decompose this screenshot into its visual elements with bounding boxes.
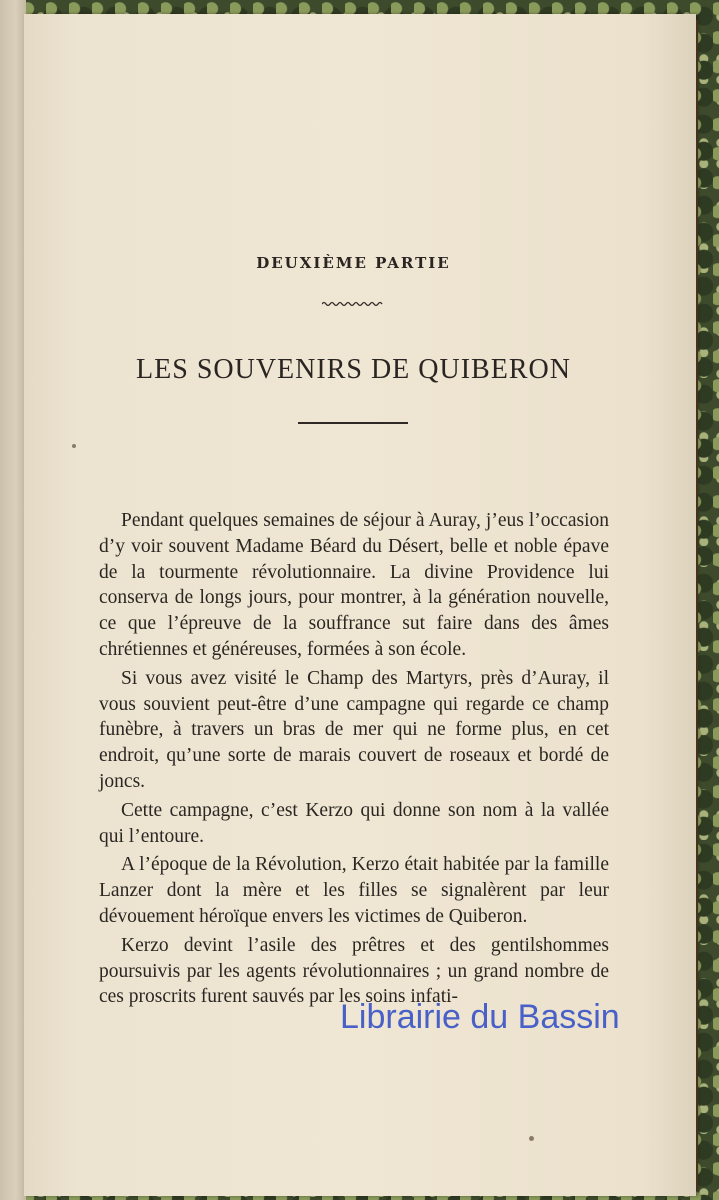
wavy-ornament (322, 301, 384, 307)
part-label: DEUXIÈME PARTIE (256, 254, 451, 272)
paragraph: Kerzo devint l’asile des prêtres et des gentilshommes poursuivis par les agents révolutionnaires ; un grand nombre de ces proscrits furent sauvés par les soins infati- (99, 934, 609, 1008)
previous-page-edge (0, 0, 26, 1200)
paragraph: Cette campagne, c’est Kerzo qui donne son nom à la vallée qui l’entoure. (99, 799, 609, 847)
watermark: Librairie du Bassin (340, 998, 620, 1036)
paragraph: Pendant quelques semaines de séjour à Auray, j’eus l’occasion d’y voir souvent Madame Béard du Désert, belle et noble épave de la tourmente révolutionnaire. La divine Providence lui conserva de longs jours, pour montrer, à la génération nouvelle, ce que l’épreuve de la souffrance sut faire dans des âmes chrétiennes et généreuses, formées à son école. (99, 510, 609, 660)
chapter-title: LES SOUVENIRS DE QUIBERON (136, 354, 571, 385)
title-rule (298, 422, 408, 424)
body-text (99, 508, 609, 1013)
paper-spot (529, 1136, 534, 1141)
paragraph: Si vous avez visité le Champ des Martyrs, près d’Auray, il vous souvient peut-être d’une campagne qui regarde ce champ funèbre, à travers un bras de mer qui ne forme plus, en cet endroit, qu’une sorte de marais couvert de roseaux et bordé de joncs. (99, 667, 609, 792)
paper-spot (72, 444, 76, 448)
paragraph: A l’époque de la Révolution, Kerzo était habitée par la famille Lanzer dont la mère et les filles se signalèrent par leur dévouement héroïque envers les victimes de Quiberon. (99, 854, 609, 927)
